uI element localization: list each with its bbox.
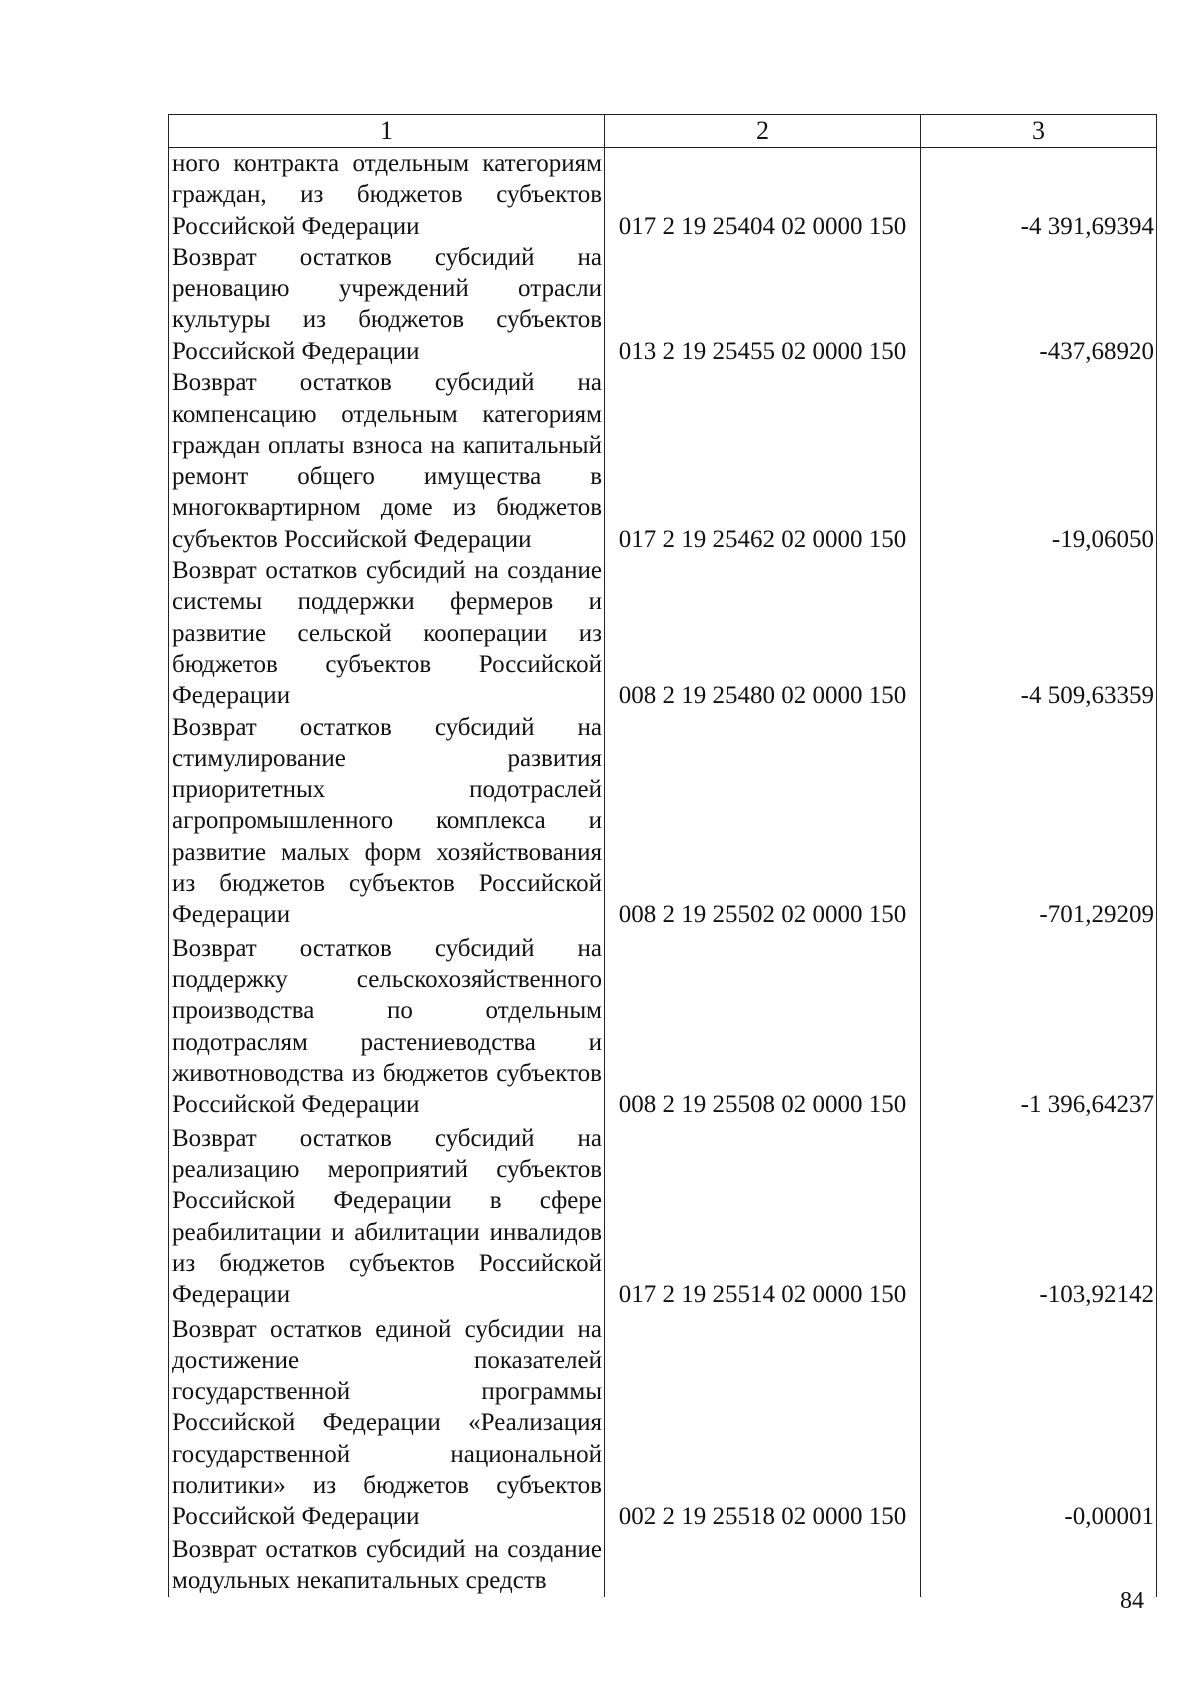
table-row <box>169 555 1157 711</box>
row-amount: -4 509,63359 <box>921 555 1157 711</box>
table-row <box>169 148 1157 242</box>
table-row <box>169 1533 1157 1597</box>
table-row <box>169 1121 1157 1311</box>
row-code: 017 2 19 25404 02 0000 150 <box>605 148 921 242</box>
page-number: 84 <box>1120 1588 1144 1614</box>
row-amount: -4 391,69394 <box>921 148 1157 242</box>
column-header-1: 1 <box>169 115 605 148</box>
row-description: Возврат остатков субсидий на реновацию учреждений отрасли культуры из бюджетов субъектов Российской Федерации <box>169 242 605 367</box>
row-description: Возврат остатков субсидий на реализацию мероприятий субъектов Российской Федерации в сфере реабилитации и абилитации инвалидов из бюджетов субъектов Российской Федерации <box>169 1121 605 1311</box>
row-amount: -0,00001 <box>921 1311 1157 1533</box>
row-description: Возврат остатков субсидий на создание модульных некапитальных средств <box>169 1533 605 1597</box>
row-description: Возврат остатков субсидий на создание системы поддержки фермеров и развитие сельской кооперации из бюджетов субъектов Российской Федерации <box>169 555 605 711</box>
row-description: Возврат остатков субсидий на поддержку сельскохозяйственного производства по отдельным подотраслям растениеводства и животноводства из бюджетов субъектов Российской Федерации <box>169 931 605 1121</box>
row-description: Возврат остатков субсидий на стимулирование развития приоритетных подотраслей агропромышленного комплекса и развитие малых форм хозяйствования из бюджетов субъектов Российской Федерации <box>169 712 605 931</box>
table-row <box>169 367 1157 555</box>
row-description: Возврат остатков единой субсидии на достижение показателей государственной программы Российской Федерации «Реализация государственной национальной политики» из бюджетов субъектов Российской Федерации <box>169 1311 605 1533</box>
budget-table <box>168 114 1157 1597</box>
row-code: 008 2 19 25502 02 0000 150 <box>605 712 921 931</box>
row-amount: -1 396,64237 <box>921 931 1157 1121</box>
table-row <box>169 931 1157 1121</box>
table-header-row <box>169 115 1157 148</box>
row-code: 017 2 19 25514 02 0000 150 <box>605 1121 921 1311</box>
row-amount: -103,92142 <box>921 1121 1157 1311</box>
row-amount: -437,68920 <box>921 242 1157 367</box>
row-code: 002 2 19 25518 02 0000 150 <box>605 1311 921 1533</box>
row-code: 008 2 19 25480 02 0000 150 <box>605 555 921 711</box>
row-description: Возврат остатков субсидий на компенсацию отдельным категориям граждан оплаты взноса на капитальный ремонт общего имущества в многоквартирном доме из бюджетов субъектов Российской Федерации <box>169 367 605 555</box>
table-row <box>169 712 1157 931</box>
column-header-2: 2 <box>605 115 921 148</box>
row-code: 013 2 19 25455 02 0000 150 <box>605 242 921 367</box>
row-amount: -701,29209 <box>921 712 1157 931</box>
row-code <box>605 1533 921 1597</box>
row-code: 008 2 19 25508 02 0000 150 <box>605 931 921 1121</box>
table-row <box>169 242 1157 367</box>
table-row <box>169 1311 1157 1533</box>
row-code: 017 2 19 25462 02 0000 150 <box>605 367 921 555</box>
column-header-3: 3 <box>921 115 1157 148</box>
row-description: ного контракта отдельным категориям граждан, из бюджетов субъектов Российской Федерации <box>169 148 605 242</box>
row-amount: -19,06050 <box>921 367 1157 555</box>
